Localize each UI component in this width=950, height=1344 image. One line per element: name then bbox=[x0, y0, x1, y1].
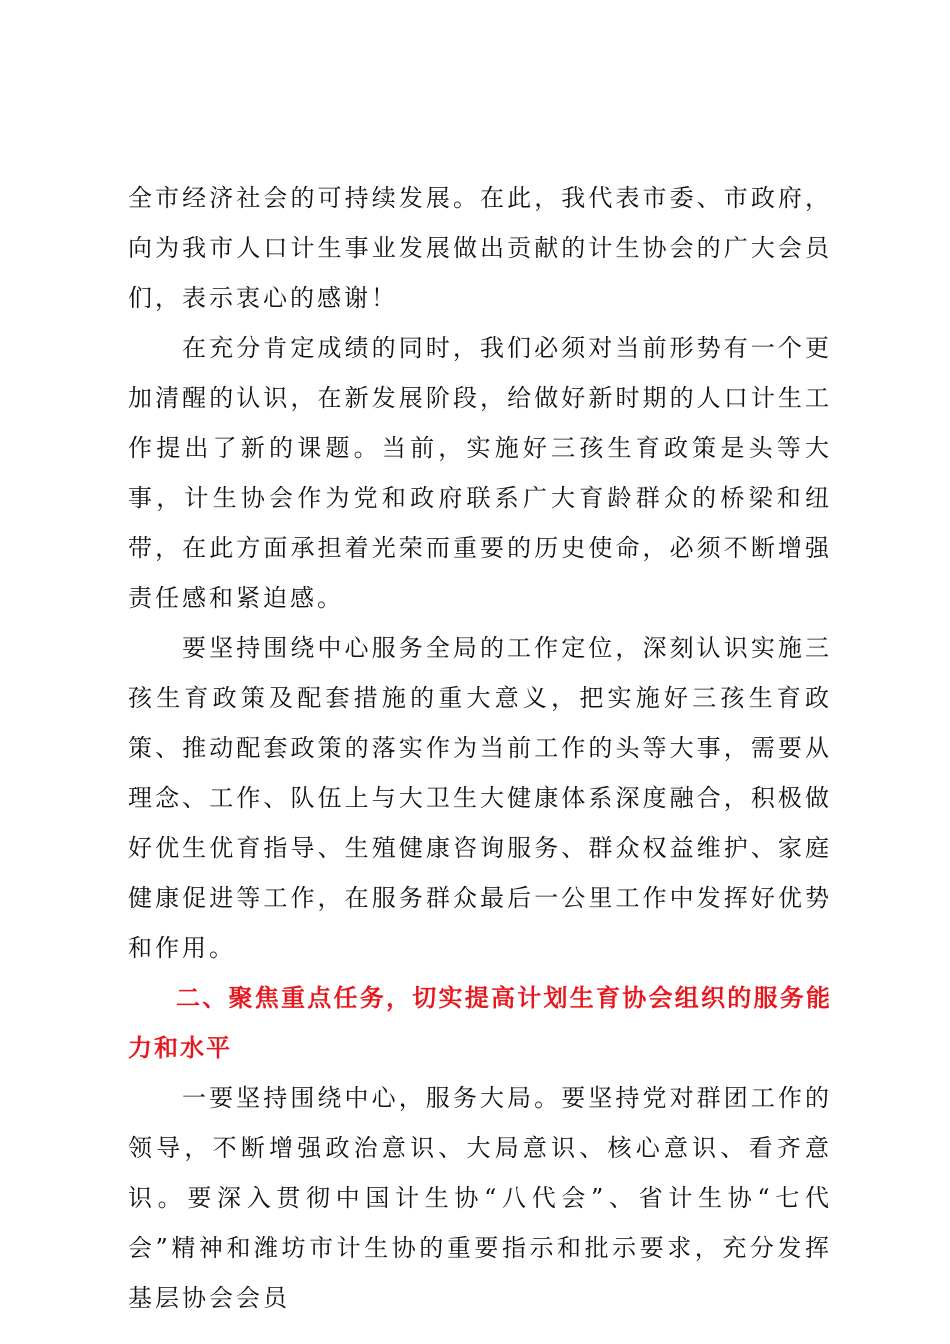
section-heading-two: 二、聚焦重点任务，切实提高计划生育协会组织的服务能力和水平 bbox=[128, 984, 832, 1062]
paragraph-current-situation: 在充分肯定成绩的同时，我们必须对当前形势有一个更加清醒的认识，在新发展阶段，给做好新时期的人口计生工作提出了新的课题。当前，实施好三孩生育政策是头等大事，计生协会作为党和政府联系广大育龄群众的桥梁和纽带，在此方面承担着光荣而重要的历史使命，必须不断增强责任感和紧迫感。 bbox=[128, 334, 832, 612]
paragraph-work-positioning: 要坚持围绕中心服务全局的工作定位，深刻认识实施三孩生育政策及配套措施的重大意义，把实施好三孩生育政策、推动配套政策的落实作为当前工作的头等大事，需要从理念、工作、队伍上与大卫生大健康体系深度融合，积极做好优生优育指导、生殖健康咨询服务、群众权益维护、家庭健康促进等工作，在服务群众最后一公里工作中发挥好优势和作用。 bbox=[128, 634, 832, 962]
paragraph-gratitude: 全市经济社会的可持续发展。在此，我代表市委、市政府，向为我市人口计生事业发展做出贡献的计生协会的广大会员们，表示衷心的感谢！ bbox=[128, 184, 832, 312]
paragraph-first-requirement: 一要坚持围绕中心，服务大局。要坚持党对群团工作的领导，不断增强政治意识、大局意识、核心意识、看齐意识。要深入贯彻中国计生协“八代会”、省计生协“七代会”精神和潍坊市计生协的重要指示和批示要求，充分发挥基层协会会员 bbox=[128, 1084, 832, 1312]
document-body bbox=[128, 173, 832, 1323]
